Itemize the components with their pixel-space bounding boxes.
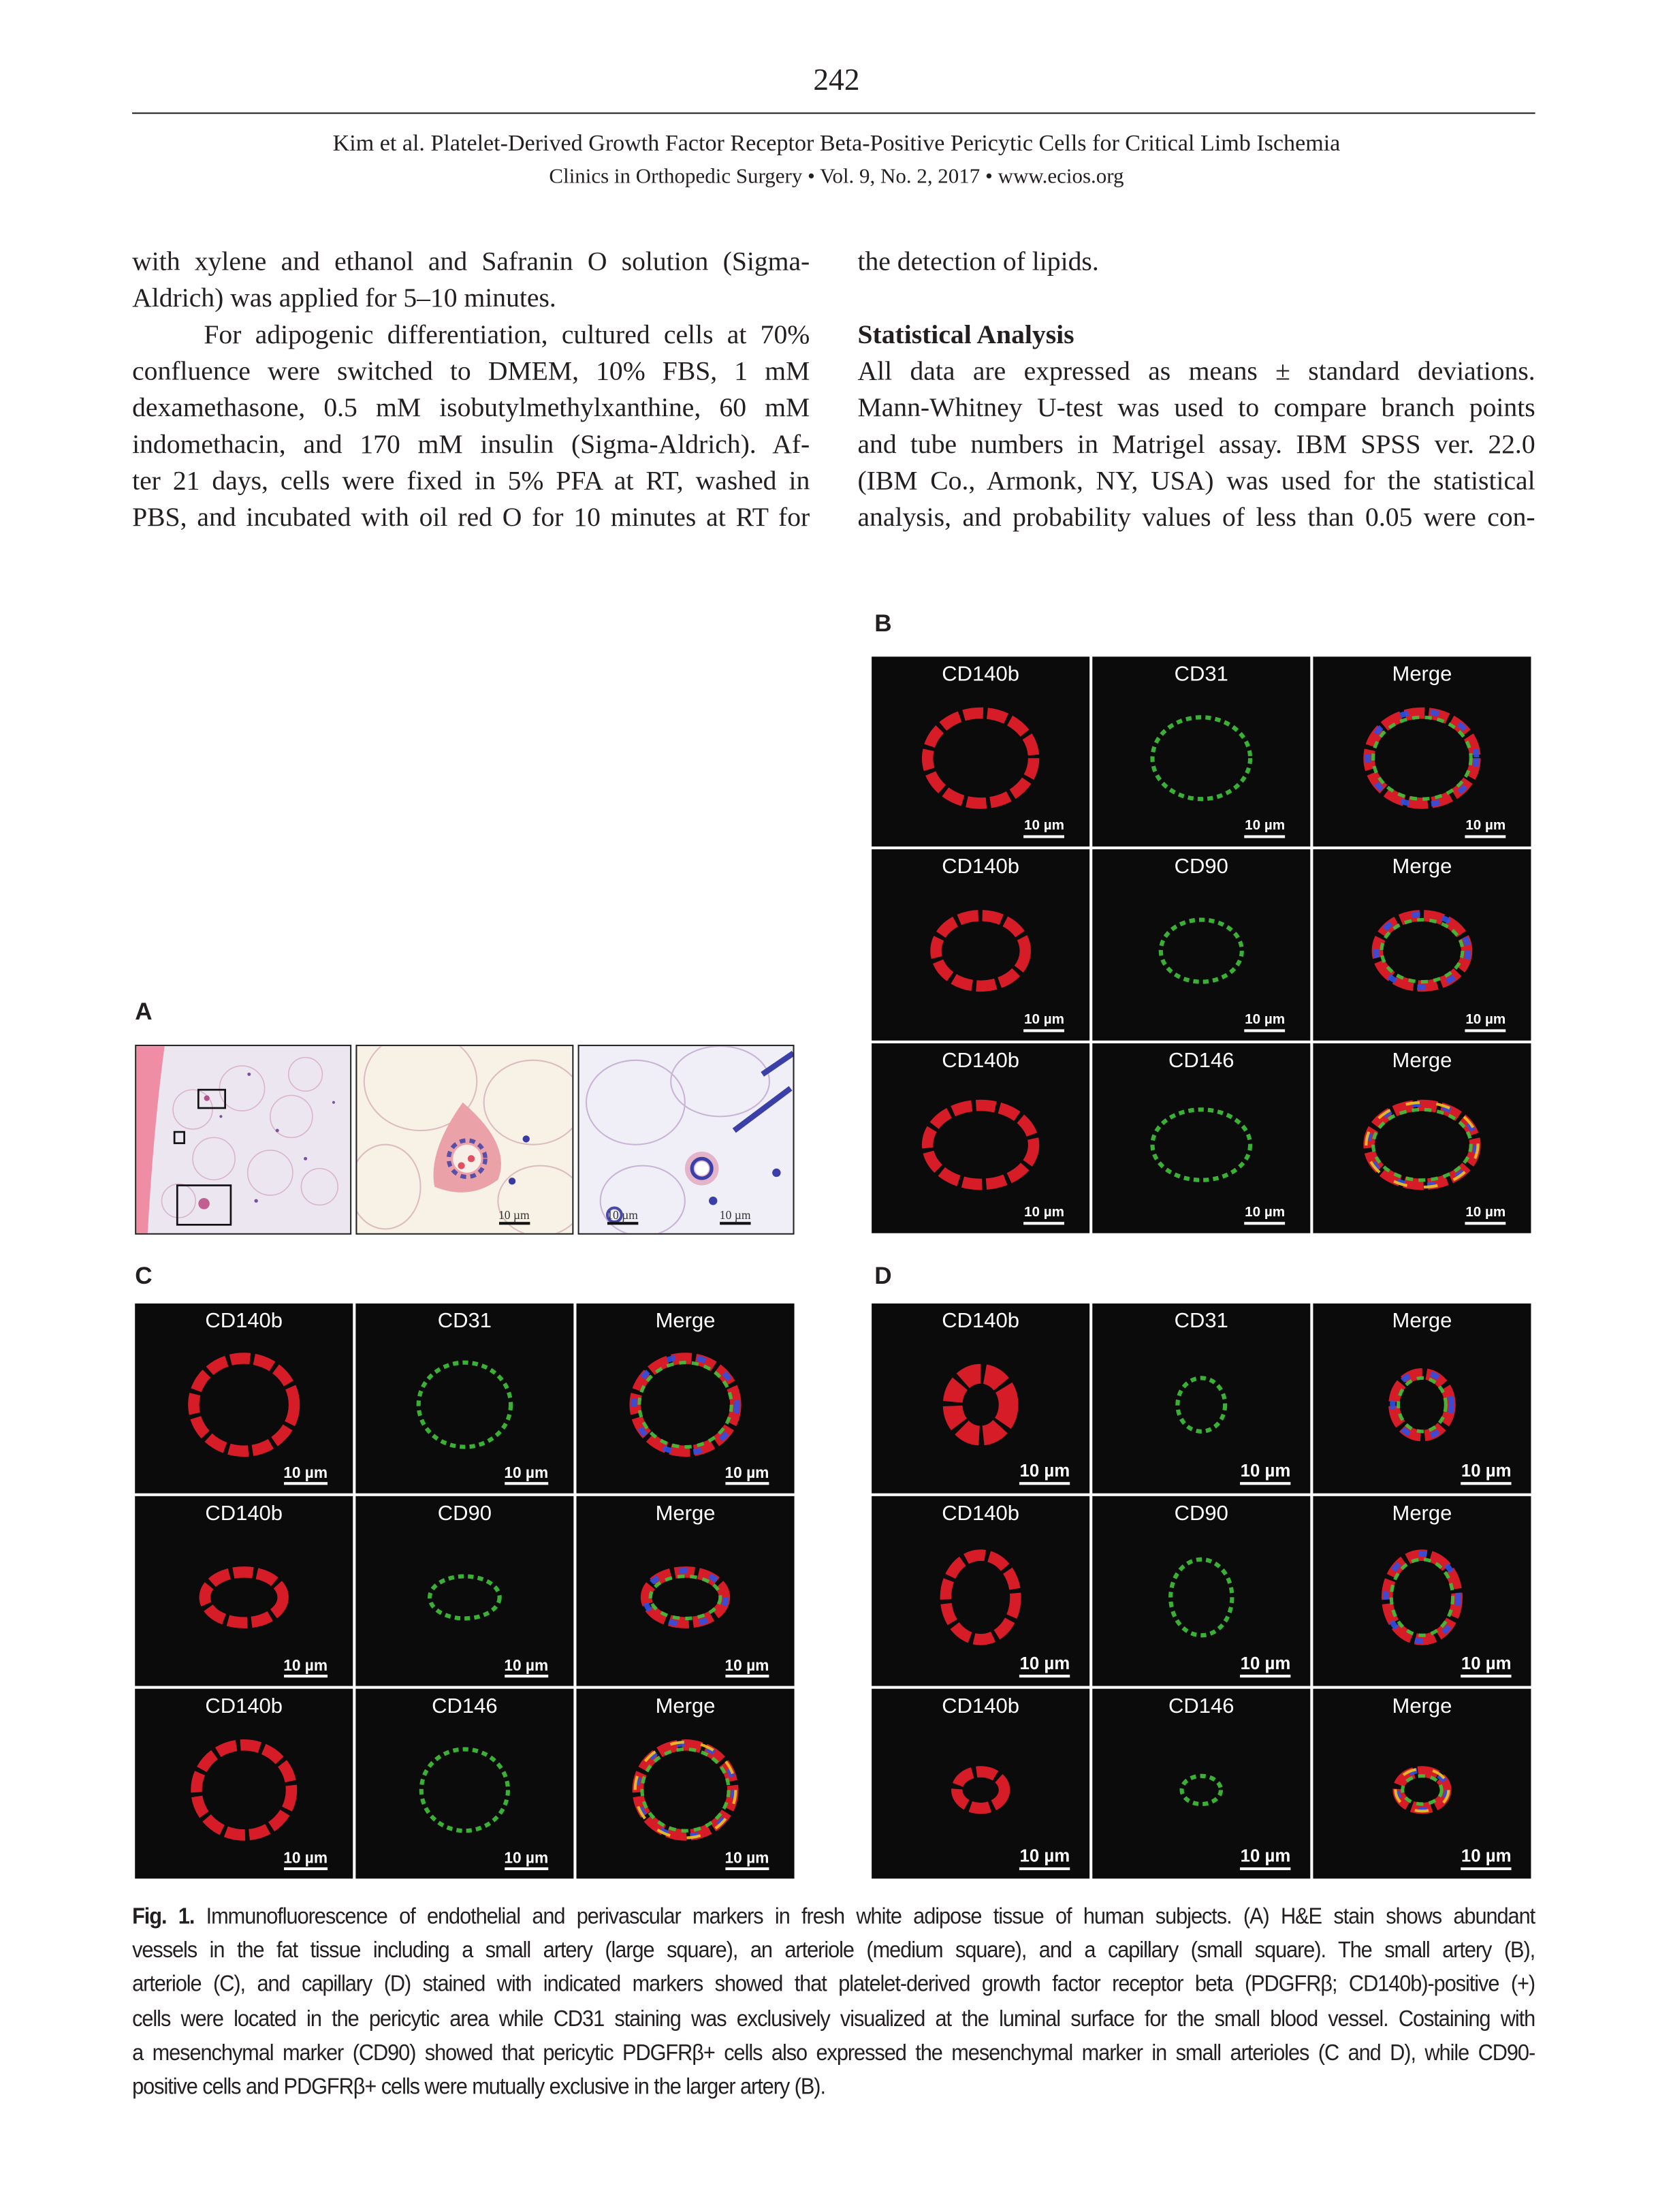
scale-bar: 10 µm xyxy=(283,1658,328,1677)
scale-bar: 10 µm xyxy=(1245,819,1285,838)
page-number: 242 xyxy=(813,61,860,97)
marker-label: Merge xyxy=(1392,1694,1452,1719)
text-line: confluence were switched to DMEM, 10% FBS, 1 mM xyxy=(132,357,810,387)
marker-label: Merge xyxy=(655,1309,716,1333)
micrograph-merge xyxy=(577,1304,795,1494)
scale-bar: 10 µm xyxy=(1241,1461,1291,1485)
marker-label: CD140b xyxy=(942,855,1019,880)
micrograph-cd140b xyxy=(872,1689,1089,1879)
text-line: PBS, and incubated with oil red O for 10 minutes at RT for xyxy=(132,503,810,533)
he-overview-image xyxy=(135,1045,352,1235)
micrograph-cd31 xyxy=(1092,657,1310,847)
marker-label: CD140b xyxy=(942,662,1019,686)
micrograph-cd140b xyxy=(872,850,1089,1040)
micrograph-cd140b xyxy=(135,1496,353,1686)
journal-line: Clinics in Orthopedic Surgery • Vol. 9, No. 2, 2017 • www.ecios.org xyxy=(549,165,1124,189)
caption-line: a mesenchymal marker (CD90) showed that pericytic PDGFRβ+ cells also expressed the mesenchymal marker in small arterioles (C and D), while CD90- xyxy=(132,2041,1535,2066)
text-line: analysis, and probability values of less than 0.05 were con- xyxy=(857,503,1535,533)
marker-label: CD90 xyxy=(1174,1502,1228,1526)
section-heading: Statistical Analysis xyxy=(857,320,1074,351)
text-line: indomethacin, and 170 mM insulin (Sigma-Aldrich). Af- xyxy=(132,430,810,460)
scale-bar: 10 µm xyxy=(725,1850,769,1870)
panel-label-a: A xyxy=(135,998,153,1026)
micrograph-merge xyxy=(1313,850,1531,1040)
header-rule xyxy=(132,112,1535,114)
text-line: Mann-Whitney U-test was used to compare branch points xyxy=(857,394,1535,424)
marker-label: Merge xyxy=(655,1694,716,1719)
micrograph-cd146 xyxy=(355,1689,573,1879)
scale-bar: 10 µm xyxy=(1241,1654,1291,1677)
figure-panel-d xyxy=(872,1304,1531,1878)
marker-label: CD140b xyxy=(942,1694,1019,1719)
panel-label-b: B xyxy=(874,610,892,637)
caption-line: vessels in the fat tissue including a small artery (large square), an arteriole (medium square), and a capillary (small square). The small artery (B), xyxy=(132,1939,1535,1963)
marker-label: CD90 xyxy=(437,1502,492,1526)
marker-label: CD140b xyxy=(205,1502,283,1526)
panel-label-d: D xyxy=(874,1263,892,1290)
running-title: Kim et al. Platelet-Derived Growth Factor Receptor Beta-Positive Pericytic Cells for Critical Limb Ischemia xyxy=(332,129,1341,157)
scale-bar: 10 µm xyxy=(725,1465,769,1485)
scale-bar: 10 µm xyxy=(1245,1012,1285,1032)
scale-bar: 10 µm xyxy=(1020,1846,1070,1870)
scale-bar: 10 µm xyxy=(1461,1846,1512,1870)
micrograph-merge xyxy=(577,1496,795,1686)
micrograph-merge xyxy=(1313,1689,1531,1879)
scale-bar: 10 µm xyxy=(720,1208,751,1225)
micrograph-cd140b xyxy=(872,1496,1089,1686)
text-line: All data are expressed as means ± standard deviations. xyxy=(857,357,1535,387)
scale-bar: 10 µm xyxy=(283,1465,328,1485)
marker-label: Merge xyxy=(1392,662,1452,686)
figure-panel-c xyxy=(135,1304,794,1878)
micrograph-cd140b xyxy=(872,1304,1089,1494)
he-arteriole-image xyxy=(577,1045,795,1235)
caption-line: Immunofluorescence of endothelial and perivascular markers in fresh white adipose tissue of human subjects. (A) H&E stain shows abundant xyxy=(206,1905,1535,1929)
marker-label: CD146 xyxy=(432,1694,498,1719)
scale-bar: 10 µm xyxy=(498,1208,530,1225)
scale-bar: 10 µm xyxy=(1245,1205,1285,1224)
scale-bar: 10 µm xyxy=(504,1850,548,1870)
text-line: and tube numbers in Matrigel assay. IBM SPSS ver. 22.0 xyxy=(857,430,1535,460)
figure-panel-a xyxy=(135,1045,794,1235)
micrograph-cd90 xyxy=(355,1496,573,1686)
scale-bar: 10 µm xyxy=(1465,1012,1505,1032)
scale-bar: 10 µm xyxy=(1241,1846,1291,1870)
micrograph-cd146 xyxy=(1092,1043,1310,1233)
marker-label: CD140b xyxy=(942,1502,1019,1526)
micrograph-merge xyxy=(1313,1304,1531,1494)
scale-bar: 10 µm xyxy=(1024,1012,1064,1032)
scale-bar: 10 µm xyxy=(1461,1461,1512,1485)
scale-bar: 10 µm xyxy=(504,1465,548,1485)
marker-label: CD146 xyxy=(1168,1694,1234,1719)
caption-label: Fig. 1. xyxy=(132,1905,195,1929)
marker-label: CD140b xyxy=(205,1309,283,1333)
micrograph-cd90 xyxy=(1092,1496,1310,1686)
text-line: For adipogenic differentiation, cultured cells at 70% xyxy=(204,320,810,351)
micrograph-cd31 xyxy=(355,1304,573,1494)
text-line: with xylene and ethanol and Safranin O solution (Sigma- xyxy=(132,247,810,277)
micrograph-cd140b xyxy=(135,1689,353,1879)
marker-label: CD146 xyxy=(1168,1048,1234,1073)
micrograph-cd140b xyxy=(872,1043,1089,1233)
scale-bar: 10 µm xyxy=(1461,1654,1512,1677)
marker-label: CD140b xyxy=(205,1694,283,1719)
scale-bar: 10 µm xyxy=(1020,1461,1070,1485)
text-line: (IBM Co., Armonk, NY, USA) was used for the statistical xyxy=(857,467,1535,496)
micrograph-cd90 xyxy=(1092,850,1310,1040)
marker-label: CD90 xyxy=(1174,855,1228,880)
right-column xyxy=(857,244,1535,537)
text-line: ter 21 days, cells were fixed in 5% PFA at RT, washed in xyxy=(132,467,810,496)
scale-bar: 10 µm xyxy=(607,1208,638,1225)
text-line: Aldrich) was applied for 5–10 minutes. xyxy=(132,284,556,314)
marker-label: Merge xyxy=(1392,855,1452,880)
marker-label: Merge xyxy=(655,1502,716,1526)
scale-bar: 10 µm xyxy=(1024,1205,1064,1224)
micrograph-cd146 xyxy=(1092,1689,1310,1879)
marker-label: CD31 xyxy=(1174,1309,1228,1333)
micrograph-merge xyxy=(1313,1496,1531,1686)
scale-bar: 10 µm xyxy=(1465,1205,1505,1224)
marker-label: CD31 xyxy=(1174,662,1228,686)
figure-panel-b xyxy=(872,657,1531,1233)
micrograph-merge xyxy=(1313,1043,1531,1233)
left-column xyxy=(132,244,810,537)
scale-bar: 10 µm xyxy=(1020,1654,1070,1677)
micrograph-merge xyxy=(577,1689,795,1879)
micrograph-cd140b xyxy=(135,1304,353,1494)
figure-caption xyxy=(132,1901,1535,2105)
marker-label: Merge xyxy=(1392,1502,1452,1526)
scale-bar: 10 µm xyxy=(504,1658,548,1677)
scale-bar: 10 µm xyxy=(725,1658,769,1677)
caption-line: arteriole (C), and capillary (D) stained with indicated markers showed that platelet-derived growth factor receptor beta (PDGFRβ; CD140b)-positive (+) xyxy=(132,1973,1535,1997)
he-small-artery-image xyxy=(356,1045,573,1235)
panel-label-c: C xyxy=(135,1263,153,1290)
scale-bar: 10 µm xyxy=(283,1850,328,1870)
scale-bar: 10 µm xyxy=(1024,819,1064,838)
text-line: the detection of lipids. xyxy=(857,247,1099,277)
marker-label: CD31 xyxy=(437,1309,492,1333)
micrograph-cd140b xyxy=(872,657,1089,847)
marker-label: Merge xyxy=(1392,1048,1452,1073)
marker-label: CD140b xyxy=(942,1309,1019,1333)
marker-label: CD140b xyxy=(942,1048,1019,1073)
micrograph-cd31 xyxy=(1092,1304,1310,1494)
caption-line: positive cells and PDGFRβ+ cells were mutually exclusive in the larger artery (B). xyxy=(132,2075,825,2100)
scale-bar: 10 µm xyxy=(1465,819,1505,838)
marker-label: Merge xyxy=(1392,1309,1452,1333)
caption-line: cells were located in the pericytic area while CD31 staining was exclusively visualized at the luminal surface for the small blood vessel. Costaining with xyxy=(132,2007,1535,2032)
micrograph-merge xyxy=(1313,657,1531,847)
text-line: dexamethasone, 0.5 mM isobutylmethylxanthine, 60 mM xyxy=(132,394,810,424)
